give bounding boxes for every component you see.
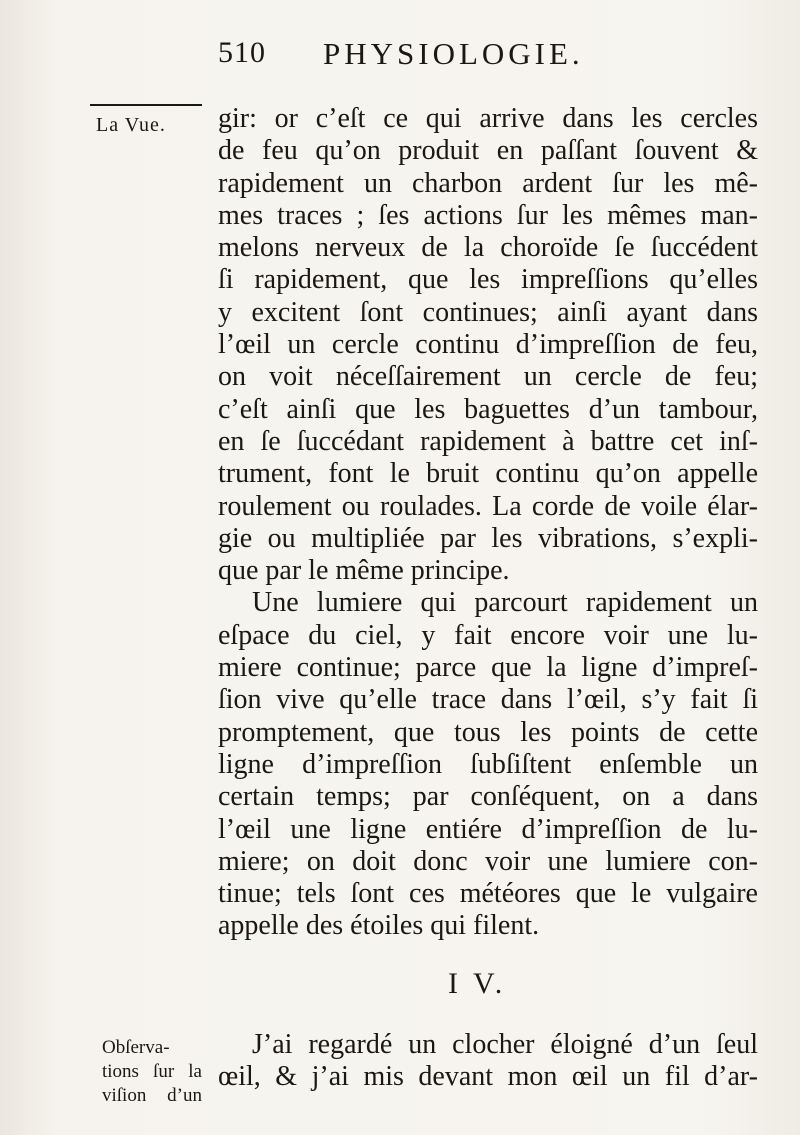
text-line: appelle des étoiles qui filent. [218,910,540,942]
margin-note [102,1036,202,1108]
margin-note-line: Obſerva- [102,1037,170,1058]
running-title: PHYSIOLOGIE. [323,36,584,71]
text-line: J’ai regardé un clocher éloigné d’un ſeul [252,1029,758,1060]
main-text [218,103,758,943]
margin-note-line: viſion d’un [102,1085,202,1106]
text-line: ſion vive qu’elle trace dans l’œil, s’y fait ſi [218,684,758,716]
text-line: trument, font le bruit continu qu’on appelle [218,458,758,490]
text-line: tinue; tels ſont ces météores que le vulgaire [218,878,758,910]
page-number: 510 [218,36,266,69]
text-line: l’œil une ligne entiére d’impreſſion de lu- [218,813,758,845]
text-line: on voit néceſſairement un cercle de feu; [218,361,758,393]
text-line: l’œil un cercle continu d’impreſſion de feu, [218,329,758,361]
text-line: miere; on doit donc voir une lumiere con- [218,845,758,877]
page-header [218,32,758,82]
text-line: gie ou multipliée par les vibrations, s’expli- [218,522,758,554]
text-line: ſi rapidement, que les impreſſions qu’elles [218,264,758,296]
text-line: certain temps; par conſéquent, on a dans [218,781,758,813]
text-line: gir: or c’eſt ce qui arrive dans les cercles [218,103,758,134]
text-line: c’eſt ainſi que les baguettes d’un tambour, [218,393,758,425]
text-line: œil, & j’ai mis devant mon œil un fil d’ar- [218,1061,758,1093]
section-text [218,1028,758,1093]
text-line: miere continue; parce que la ligne d’impreſ- [218,652,758,684]
text-line: Une lumiere qui parcourt rapidement un [252,587,758,619]
text-line: y excitent ſont continues; ainſi ayant dans [218,296,758,328]
text-line: rapidement un charbon ardent ſur les mê- [218,167,758,199]
text-line: mes traces ; ſes actions ſur les mêmes man- [218,199,758,231]
section-heading: I V. [448,967,507,1000]
text-line: promptement, que tous les points de cette [218,716,758,748]
text-line: eſpace du ciel, y fait encore voir une lu- [218,619,758,651]
text-line: roulement ou roulades. La corde de voile élar- [218,490,758,522]
text-line: melons nerveux de la choroïde ſe ſuccédent [218,232,758,264]
margin-note-line: tions ſur la [102,1061,202,1082]
text-line: ligne d’impreſſion ſubſiſtent enſemble un [218,748,758,780]
margin-heading: La Vue. [96,114,166,136]
text-line: en ſe ſuccédant rapidement à battre cet inſ- [218,425,758,457]
margin-rule [90,104,202,106]
text-line: que par le même principe. [218,555,510,587]
text-line: de feu qu’on produit en paſſant ſouvent & [218,135,758,167]
